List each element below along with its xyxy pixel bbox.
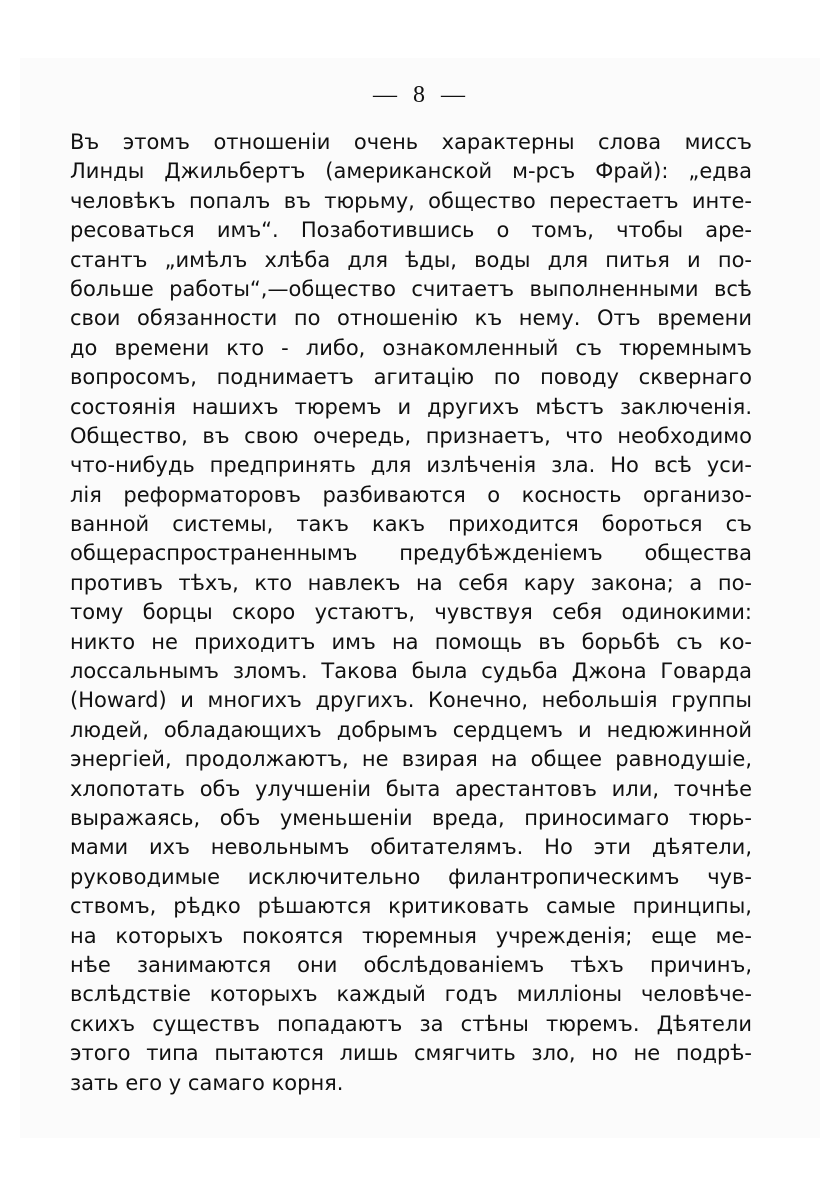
text-line: лія реформаторовъ разбиваются о косность организо-: [70, 482, 752, 507]
text-line: хлопотать объ улучшеніи быта арестантовъ или, точнѣе: [70, 776, 752, 801]
text-line: ствомъ, рѣдко рѣшаются критиковать самые принципы,: [70, 894, 752, 919]
text-line: Въ этомъ отношеніи очень характерны слова миссъ: [70, 130, 752, 154]
header-dash-left: —: [373, 82, 399, 108]
text-line: человѣкъ попалъ въ тюрьму, общество перестаетъ инте-: [70, 188, 752, 213]
text-line: вопросомъ, поднимаетъ агитацію по поводу сквернаго: [70, 365, 752, 390]
text-line: тому борцы скоро устаютъ, чувствуя себя одинокими:: [70, 600, 752, 625]
text-line: ванной системы, такъ какъ приходится бороться съ: [70, 512, 752, 537]
text-line: противъ тѣхъ, кто навлекъ на себя кару закона; а по-: [70, 570, 752, 595]
text-line: до времени кто - либо, ознакомленный съ тюремнымъ: [70, 335, 752, 360]
text-line: этого типа пытаются лишь смягчить зло, но не подрѣ-: [70, 1041, 752, 1066]
text-line: нѣе занимаются они обслѣдованіемъ тѣхъ причинъ,: [70, 952, 752, 977]
text-line: больше работы“,—общество считаетъ выполненными всѣ: [70, 276, 752, 301]
text-line: людей, обладающихъ добрымъ сердцемъ и недюжинной: [70, 717, 752, 742]
text-line: на которыхъ покоятся тюремныя учрежденія; еще ме-: [70, 923, 752, 948]
text-line: руководимые исключительно филантропическимъ чув-: [70, 864, 752, 889]
text-line: никто не приходитъ имъ на помощь въ борьбѣ съ ко-: [70, 629, 752, 654]
body-paragraph: [70, 128, 752, 1098]
text-line: скихъ существъ попадаютъ за стѣны тюремъ. Дѣятели: [70, 1011, 752, 1036]
text-line: Линды Джильбертъ (американской м-рсъ Фрай): „едва: [70, 159, 752, 184]
text-line: (Howard) и многихъ другихъ. Конечно, небольшія группы: [70, 688, 752, 713]
text-line: стантъ „имѣлъ хлѣба для ѣды, воды для питья и по-: [70, 247, 752, 272]
text-line: лоссальнымъ зломъ. Такова была судьба Джона Говарда: [70, 659, 752, 684]
text-line: вслѣдствіе которыхъ каждый годъ милліоны человѣче-: [70, 982, 752, 1007]
text-line: что-нибудь предпринять для излѣченія зла. Но всѣ уси-: [70, 453, 752, 478]
header-dash-right: —: [441, 82, 467, 108]
text-line: общераспространеннымъ предубѣжденіемъ общества: [70, 541, 752, 566]
text-line: состоянія нашихъ тюремъ и другихъ мѣстъ заключенія.: [70, 394, 752, 419]
text-line: свои обязанности по отношенію къ нему. Отъ времени: [70, 306, 752, 331]
text-line: ресоваться имъ“. Позаботившись о томъ, чтобы аре-: [70, 218, 752, 243]
text-line: мами ихъ невольнымъ обитателямъ. Но эти дѣятели,: [70, 835, 752, 860]
page-header: [0, 82, 840, 109]
text-line: энергіей, продолжаютъ, не взирая на общее равнодушіе,: [70, 747, 752, 772]
text-line: выражаясь, объ уменьшеніи вреда, приносимаго тюрь-: [70, 805, 752, 830]
page-number: 8: [413, 82, 427, 108]
text-line-last: зать его у самаго корня.: [70, 1070, 344, 1095]
text-line: Общество, въ свою очередь, признаетъ, что необходимо: [70, 423, 752, 448]
